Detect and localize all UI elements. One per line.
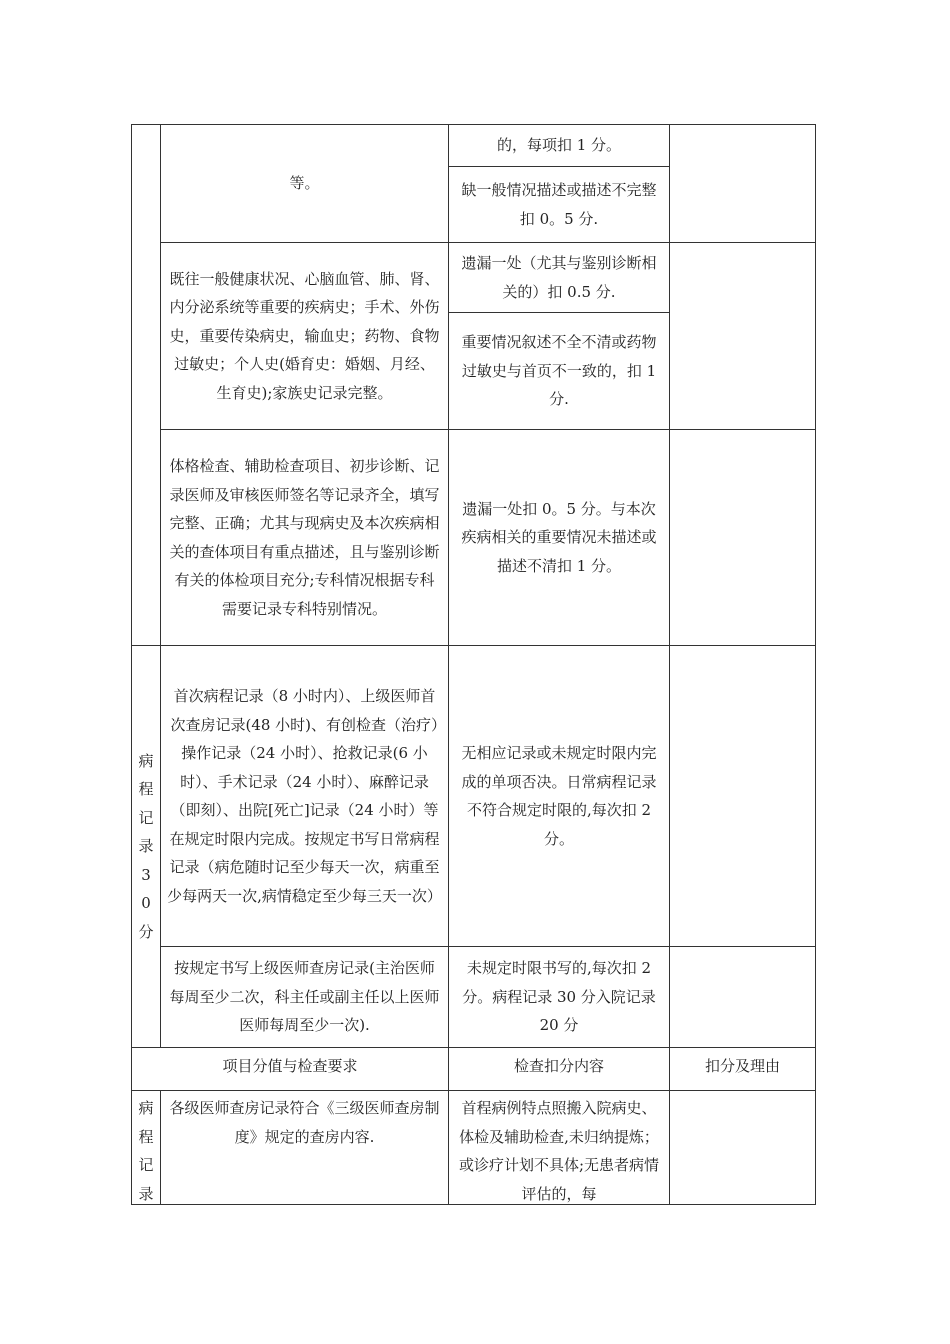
divider-h-header-end [131,1090,815,1091]
requirement-text: 各级医师查房记录符合《三级医师查房制度》规定的查房内容. [169,1099,440,1146]
requirement-text: 既往一般健康状况、心脑血管、肺、肾、内分泌系统等重要的疾病史；手术、外伤史，重要传染病史，输血史；药物、食物过敏史；个人史(婚育史：婚姻、月经、生育史);家族史记录完整。 [169,269,440,402]
deduction-cell-2a [449,243,669,312]
deduction-text: 缺一般情况描述或描述不完整扣 0。5 分. [461,181,657,228]
requirement-cell-5 [161,947,448,1047]
deduction-cell-7 [449,1094,669,1204]
deduction-text: 未规定时限书写的,每次扣 2 分。病程记录 30 分入院记录 20 分 [462,959,656,1035]
deduction-text: 遗漏一处（尤其与鉴别诊断相关的）扣 0.5 分. [461,254,657,301]
requirement-text: 按规定书写上级医师查房记录(主治医师每周至少二次，科主任或副主任以上医师医师每周至少一次). [169,959,440,1035]
deduction-cell-5 [449,947,669,1047]
deduction-text: 重要情况叙述不全不清或药物过敏史与首页不一致的，扣 1 分. [461,333,657,409]
requirement-cell-2 [161,243,448,429]
section-label-progress-record-2: 病 程 记 录 [138,1099,154,1203]
deduction-cell-1b [449,167,669,242]
requirement-cell-7 [161,1094,448,1204]
header-col-requirements: 项目分值与检查要求 [222,1057,358,1075]
requirement-text: 体格检查、辅助检查项目、初步诊断、记录医师及审核医师签名等记录齐全，填写完整、正确；尤其与现病史及本次疾病相关的查体项目有重点描述，且与鉴别诊断有关的体检项目充分;专科情况根据专科需要记录专科特别情况。 [169,457,440,618]
section-label-progress-record: 病 程 记 录 3 0 分 [138,751,154,941]
requirement-cell-3 [161,430,448,645]
requirement-text: 首次病程记录（8 小时内）、上级医师首次查房记录(48 小时)、有创检查（治疗）操作记录（24 小时）、抢救记录(6 小时）、手术记录（24 小时）、麻醉记录（即刻）、出院[死亡]记录（24 小时）等在规定时限内完成。按规定书写日常病程记录（病危随时记至少每天一次，病重至少每两天一次,病情稳定至少每三天一次） [167,687,442,905]
deduction-cell-1a [449,125,669,166]
deduction-text: 无相应记录或未规定时限内完成的单项否决。日常病程记录不符合规定时限的,每次扣 2 分。 [461,744,657,848]
deduction-cell-4 [449,646,669,946]
table-border-right [815,124,816,1205]
deduction-text: 的，每项扣 1 分。 [496,136,622,155]
inspection-table [131,124,816,1205]
requirement-cell-1 [161,125,448,242]
deduction-cell-3 [449,430,669,645]
requirement-cell-4 [161,646,448,946]
deduction-text: 首程病例特点照搬入院病史、体检及辅助检查,未归纳提炼；或诊疗计划不具体;无患者病情评估的，每 [458,1099,660,1203]
divider-v-ded [669,124,670,1205]
header-col-score-reason: 扣分及理由 [704,1057,780,1075]
deduction-cell-2b [449,313,669,429]
requirement-text: 等。 [289,174,320,193]
header-col-deductions: 检查扣分内容 [513,1057,604,1075]
table-border-bottom [131,1204,816,1205]
deduction-text: 遗漏一处扣 0。5 分。与本次疾病相关的重要情况未描述或描述不清扣 1 分。 [461,499,657,575]
